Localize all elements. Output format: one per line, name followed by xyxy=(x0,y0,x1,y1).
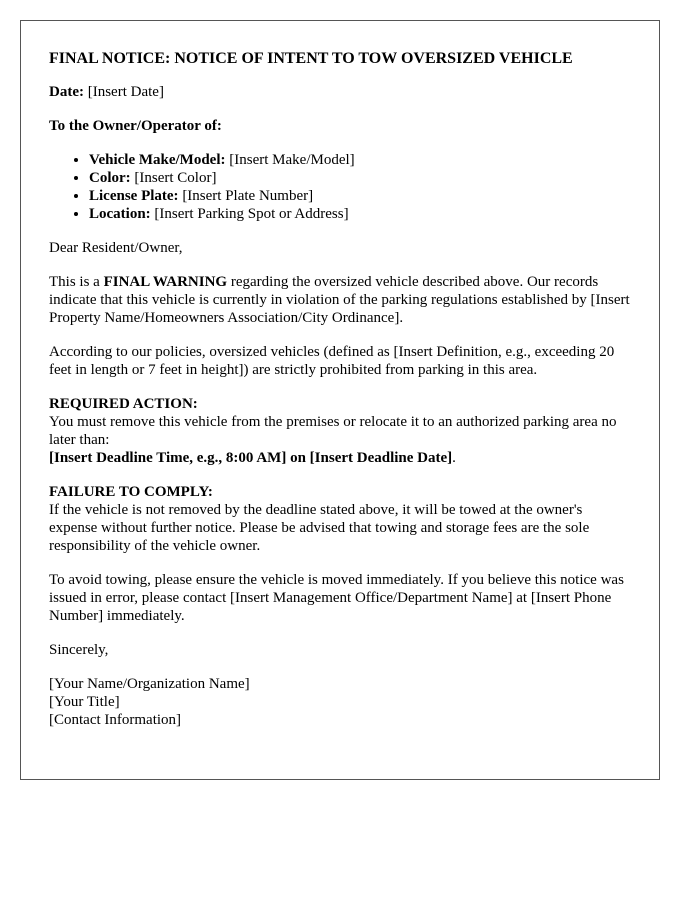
notice-title: FINAL NOTICE: NOTICE OF INTENT TO TOW OVERSIZED VEHICLE xyxy=(49,50,573,67)
deadline-end: . xyxy=(452,450,456,466)
signature-name: [Your Name/Organization Name] xyxy=(49,676,250,692)
vehicle-details-list xyxy=(49,151,631,223)
to-owner-label: To the Owner/Operator of: xyxy=(49,118,222,134)
location-label: Location: xyxy=(89,206,151,222)
required-action-section xyxy=(49,395,631,467)
warning-post: regarding the oversized vehicle described above. Our records indicate that this vehicle is currently in violation of the parking regulations established by [Insert Property Name/Homeowners Association/City Ordinance]. xyxy=(49,274,630,326)
vehicle-make-label: Vehicle Make/Model: xyxy=(89,152,226,168)
to-owner-line xyxy=(49,117,631,135)
signature-title: [Your Title] xyxy=(49,694,120,710)
license-plate-label: License Plate: xyxy=(89,188,179,204)
deadline-text: [Insert Deadline Time, e.g., 8:00 AM] on [Insert Deadline Date] xyxy=(49,450,453,466)
location-value: [Insert Parking Spot or Address] xyxy=(154,206,349,222)
final-warning-text: FINAL WARNING xyxy=(103,274,228,290)
required-action-heading: REQUIRED ACTION: xyxy=(49,396,198,412)
list-item xyxy=(89,169,631,187)
warning-pre: This is a xyxy=(49,274,104,290)
date-value: [Insert Date] xyxy=(87,84,164,100)
required-action-text: You must remove this vehicle from the premises or relocate it to an authorized parking area no later than: xyxy=(49,414,617,448)
list-item xyxy=(89,205,631,223)
failure-text: If the vehicle is not removed by the deadline stated above, it will be towed at the owner's expense without further notice. Please be advised that towing and storage fees are the sole responsibility of the vehicle owner. xyxy=(49,502,590,554)
salutation: Dear Resident/Owner, xyxy=(49,240,183,256)
policy-paragraph: According to our policies, oversized vehicles (defined as [Insert Definition, e.g., exceeding 20 feet in length or 7 feet in height]) are strictly prohibited from parking in this area. xyxy=(49,344,615,378)
list-item xyxy=(89,187,631,205)
avoid-towing-paragraph: To avoid towing, please ensure the vehicle is moved immediately. If you believe this notice was issued in error, please contact [Insert Management Office/Department Name] at [Insert Phone Number] immediately. xyxy=(49,572,624,624)
failure-section xyxy=(49,483,631,555)
color-value: [Insert Color] xyxy=(134,170,217,186)
list-item xyxy=(89,151,631,169)
warning-paragraph xyxy=(49,273,631,327)
notice-document xyxy=(20,20,660,780)
closing: Sincerely, xyxy=(49,642,109,658)
vehicle-make-value: [Insert Make/Model] xyxy=(229,152,355,168)
signature-contact: [Contact Information] xyxy=(49,712,182,728)
color-label: Color: xyxy=(89,170,131,186)
date-label: Date: xyxy=(49,84,84,100)
failure-heading: FAILURE TO COMPLY: xyxy=(49,484,213,500)
date-line xyxy=(49,83,631,101)
signature-block xyxy=(49,675,631,729)
license-plate-value: [Insert Plate Number] xyxy=(182,188,314,204)
